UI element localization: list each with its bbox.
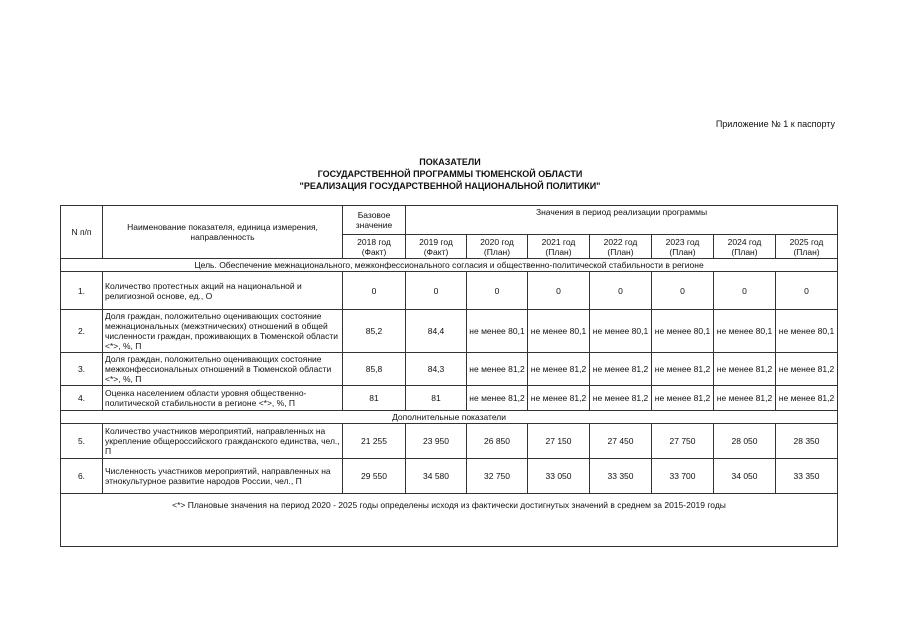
indicator-value: 28 050: [714, 424, 776, 459]
indicator-value: не менее 81,2: [467, 353, 528, 386]
indicator-value: 34 580: [406, 459, 467, 494]
title-line-3: "РЕАЛИЗАЦИЯ ГОСУДАРСТВЕННОЙ НАЦИОНАЛЬНОЙ ПОЛИТИКИ": [299, 181, 601, 191]
row-number: 2.: [61, 310, 103, 353]
header-year: 2019 год (Факт): [406, 235, 467, 259]
indicator-value: не менее 81,2: [714, 386, 776, 411]
indicator-name: Количество участников мероприятий, направленных на укрепление общероссийского гражданского единства, чел., П: [103, 424, 343, 459]
indicator-name: Доля граждан, положительно оценивающих состояние межконфессиональных отношений в Тюменской области <*>, %, П: [103, 353, 343, 386]
indicator-value: 0: [590, 272, 652, 310]
table-row: [61, 459, 838, 494]
indicator-value: 0: [652, 272, 714, 310]
table-row: [61, 386, 838, 411]
header-year: 2018 год (Факт): [343, 235, 406, 259]
indicator-value: 33 050: [528, 459, 590, 494]
indicators-table: [60, 205, 838, 547]
indicator-value: 84,4: [406, 310, 467, 353]
indicator-value: не менее 81,2: [590, 353, 652, 386]
indicator-value: не менее 80,1: [590, 310, 652, 353]
indicator-value: не менее 80,1: [528, 310, 590, 353]
indicator-value: 28 350: [776, 424, 838, 459]
goal-row: Цель. Обеспечение межнационального, межконфессионального согласия и общественно-политической стабильности в регионе: [61, 259, 838, 272]
row-number: 5.: [61, 424, 103, 459]
indicator-name: Количество протестных акций на национальной и религиозной основе, ед., О: [103, 272, 343, 310]
indicator-value: не менее 80,1: [652, 310, 714, 353]
indicator-value: 85,8: [343, 353, 406, 386]
indicator-value: 33 350: [590, 459, 652, 494]
indicator-value: 81: [406, 386, 467, 411]
indicator-value: 33 350: [776, 459, 838, 494]
row-number: 1.: [61, 272, 103, 310]
additional-indicators-row: Дополнительные показатели: [61, 411, 838, 424]
indicator-value: 0: [467, 272, 528, 310]
appendix-label: Приложение № 1 к паспорту: [715, 119, 835, 129]
header-year: 2024 год (План): [714, 235, 776, 259]
table-row: [61, 353, 838, 386]
indicator-value: 21 255: [343, 424, 406, 459]
indicator-value: не менее 81,2: [776, 386, 838, 411]
header-num: N п/п: [61, 206, 103, 259]
indicator-value: не менее 81,2: [528, 353, 590, 386]
indicator-value: не менее 81,2: [528, 386, 590, 411]
document-title: [60, 156, 840, 192]
table-row: [61, 424, 838, 459]
indicator-value: 0: [714, 272, 776, 310]
indicator-name: Численность участников мероприятий, направленных на этнокультурное развитие народов России, чел., П: [103, 459, 343, 494]
indicator-value: 0: [406, 272, 467, 310]
header-year: 2022 год (План): [590, 235, 652, 259]
table-row: [61, 310, 838, 353]
indicator-value: не менее 80,1: [467, 310, 528, 353]
row-number: 3.: [61, 353, 103, 386]
row-number: 4.: [61, 386, 103, 411]
header-period: Значения в период реализации программы: [406, 206, 838, 235]
indicator-value: 26 850: [467, 424, 528, 459]
indicator-value: 85,2: [343, 310, 406, 353]
header-year: 2021 год (План): [528, 235, 590, 259]
indicator-value: не менее 81,2: [776, 353, 838, 386]
indicator-value: 33 700: [652, 459, 714, 494]
indicator-value: 23 950: [406, 424, 467, 459]
indicator-value: 81: [343, 386, 406, 411]
indicator-name: Доля граждан, положительно оценивающих состояние межнациональных (межэтнических) отношений в общей численности граждан, проживающих в Тюменской области <*>, %, П: [103, 310, 343, 353]
indicator-value: не менее 80,1: [714, 310, 776, 353]
header-year: 2020 год (План): [467, 235, 528, 259]
header-name: Наименование показателя, единица измерения, направленность: [103, 206, 343, 259]
indicator-value: 27 450: [590, 424, 652, 459]
title-line-2: ГОСУДАРСТВЕННОЙ ПРОГРАММЫ ТЮМЕНСКОЙ ОБЛАСТИ: [317, 169, 583, 179]
indicator-value: 0: [528, 272, 590, 310]
indicator-value: не менее 81,2: [467, 386, 528, 411]
indicator-value: не менее 81,2: [652, 386, 714, 411]
indicator-value: не менее 81,2: [714, 353, 776, 386]
footnote: <*> Плановые значения на период 2020 - 2025 годы определены исходя из фактически достигнутых значений в среднем за 2015-2019 годы: [61, 494, 838, 547]
indicator-value: 32 750: [467, 459, 528, 494]
indicator-name: Оценка населением области уровня общественно-политической стабильности в регионе <*>, %, П: [103, 386, 343, 411]
table-row: [61, 272, 838, 310]
indicator-value: не менее 80,1: [776, 310, 838, 353]
header-base: Базовое значение: [343, 206, 406, 235]
indicator-value: 0: [776, 272, 838, 310]
indicator-value: не менее 81,2: [652, 353, 714, 386]
row-number: 6.: [61, 459, 103, 494]
indicator-value: 29 550: [343, 459, 406, 494]
indicator-value: не менее 81,2: [590, 386, 652, 411]
header-year: 2023 год (План): [652, 235, 714, 259]
indicator-value: 27 150: [528, 424, 590, 459]
indicator-value: 34 050: [714, 459, 776, 494]
indicator-value: 84,3: [406, 353, 467, 386]
title-line-1: ПОКАЗАТЕЛИ: [419, 157, 481, 167]
header-year: 2025 год (План): [776, 235, 838, 259]
indicator-value: 0: [343, 272, 406, 310]
indicator-value: 27 750: [652, 424, 714, 459]
